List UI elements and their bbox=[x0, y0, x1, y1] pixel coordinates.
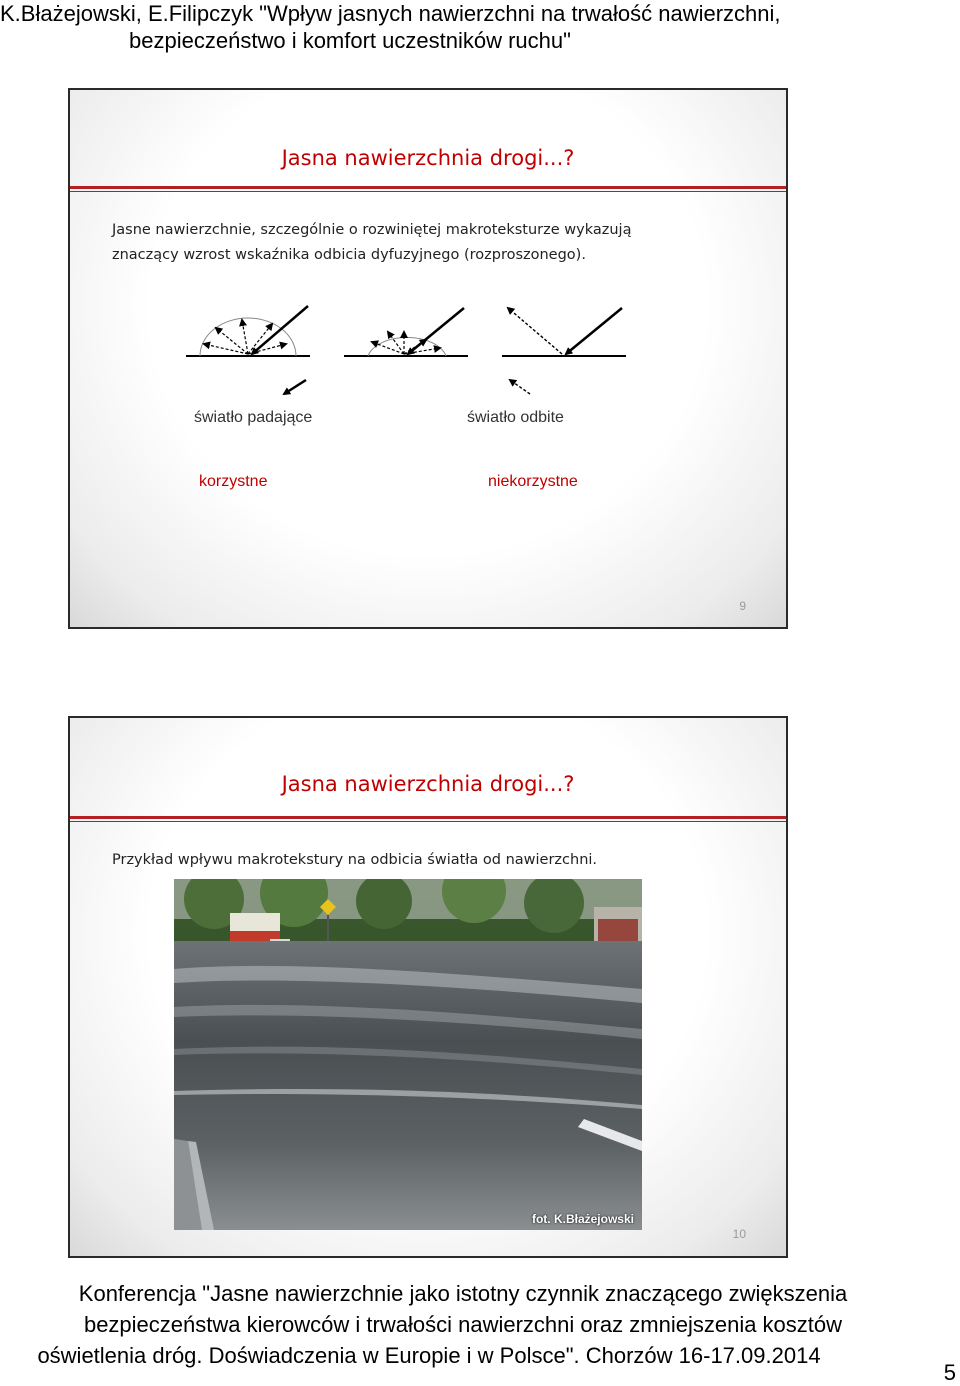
page-footer bbox=[0, 1278, 960, 1371]
wet-road-photo-image bbox=[174, 879, 642, 1230]
favorable-label: korzystne bbox=[199, 473, 268, 490]
header-line-1: K.Błażejowski, E.Filipczyk "Wpływ jasnych nawierzchni na trwałość nawierzchni, bbox=[0, 1, 781, 26]
legend-reflected-label: światło odbite bbox=[467, 409, 564, 426]
slide-number: 10 bbox=[732, 1227, 746, 1241]
slide-number: 9 bbox=[739, 599, 746, 613]
body-line-2: znaczący wzrost wskaźnika odbicia dyfuzyjnego (rozproszonego). bbox=[112, 247, 586, 263]
legend-incident-label: światło padające bbox=[194, 409, 313, 426]
specular-reflection-diagram bbox=[502, 308, 626, 356]
slide-body: Przykład wpływu makrotekstury na odbicia światła od nawierzchni. bbox=[112, 852, 598, 868]
page-number: 5 bbox=[943, 1360, 956, 1385]
page-header bbox=[0, 0, 960, 54]
slide-9 bbox=[68, 88, 788, 629]
legend-reflected-arrow bbox=[510, 380, 530, 394]
unfavorable-label: niekorzystne bbox=[488, 473, 578, 490]
footer-line-2: bezpieczeństwa kierowców i trwałości nawierzchni oraz zmniejszenia kosztów bbox=[83, 1312, 843, 1337]
reflection-diagram bbox=[182, 300, 642, 400]
legend-incident-arrow bbox=[284, 380, 306, 394]
title-rule bbox=[70, 186, 786, 194]
header-line-2: bezpieczeństwo i komfort uczestników ruchu" bbox=[129, 28, 571, 53]
photo-credit: fot. K.Błażejowski bbox=[531, 1212, 634, 1226]
mixed-reflection-diagram bbox=[344, 308, 468, 356]
body-line-1: Jasne nawierzchnie, szczególnie o rozwiniętej makroteksturze wykazują bbox=[112, 222, 632, 238]
slide-title: Jasna nawierzchnia drogi...? bbox=[281, 772, 575, 796]
slide-10 bbox=[68, 716, 788, 1258]
diffuse-reflection-diagram bbox=[186, 306, 310, 356]
title-rule bbox=[70, 816, 786, 824]
slide-title: Jasna nawierzchnia drogi...? bbox=[281, 146, 575, 170]
footer-line-3: oświetlenia dróg. Doświadczenia w Europie i w Polsce". Chorzów 16-17.09.2014 bbox=[37, 1343, 821, 1368]
slide-body bbox=[112, 218, 732, 268]
wet-road-photo bbox=[174, 879, 642, 1230]
footer-line-1: Konferencja "Jasne nawierzchnie jako istotny czynnik znaczącego zwiększenia bbox=[78, 1281, 848, 1306]
